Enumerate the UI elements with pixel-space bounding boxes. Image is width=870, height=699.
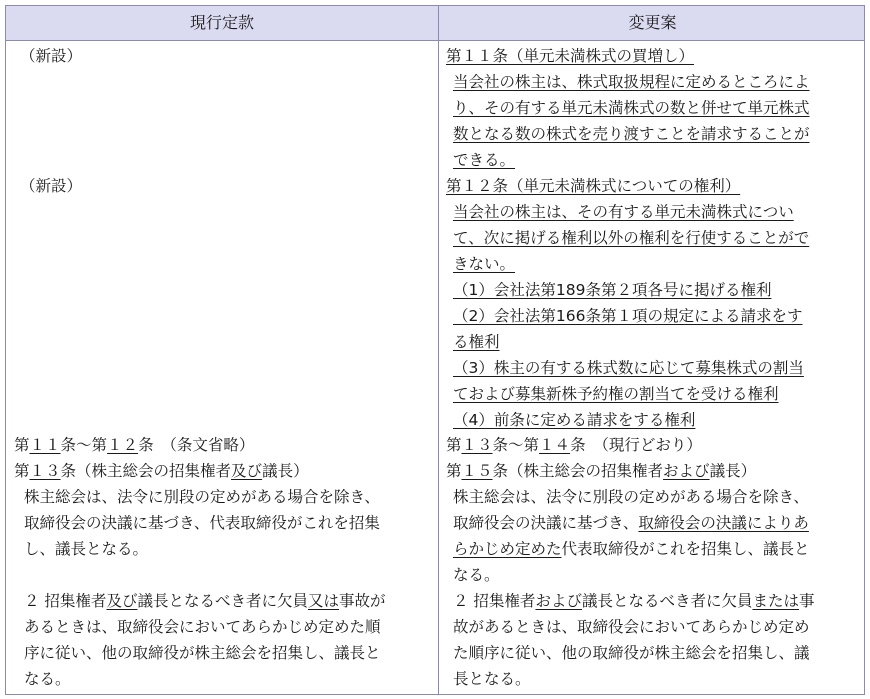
art15-q2: 故があるときは、取締役会においてあらかじめ定め <box>453 618 810 636</box>
art12-new-l3: きない。 <box>453 255 516 273</box>
art11-new-heading: 第１１条（単元未満株式の買増し） <box>446 47 695 65</box>
art12-new-l2: て、次に掲げる権利以外の権利を行使することがで <box>453 229 810 247</box>
art11-new-l2: り、その有する単元未満株式の数と併せて単元株式 <box>453 99 810 117</box>
art11-12-heading: 第１１条～第１２条 （条文省略） <box>14 436 255 454</box>
art13-q3: 序に従い、他の取締役が株主総会を招集し、議長と <box>24 644 381 662</box>
new-note-2: （新設） <box>20 177 83 195</box>
art12-new-l1: 当会社の株主は、その有する単元未満株式につい <box>453 203 794 221</box>
art12-item2: （2）会社法第166条第１項の規定による請求をす <box>453 307 803 325</box>
art13-q4: なる。 <box>24 670 71 688</box>
art13-q2: あるときは、取締役会においてあらかじめ定めた順 <box>24 618 381 636</box>
art13-p2: 取締役会の決議に基づき、代表取締役がこれを招集 <box>24 514 380 532</box>
art13-14-heading: 第１３条～第１４条 （現行どおり） <box>446 436 702 454</box>
art15-q1: ２ 招集権者および議長となるべき者に欠員または事 <box>453 592 815 610</box>
art15-p4: なる。 <box>453 566 500 584</box>
art12-item3: （3）株主の有する株式数に応じて募集株式の割当 <box>453 359 804 377</box>
new-note-1: （新設） <box>20 47 83 65</box>
art12-item3-cont: ておよび募集新株予約権の割当てを受ける権利 <box>453 385 779 403</box>
art15-p2: 取締役会の決議に基づき、取締役会の決議によりあ <box>453 514 809 532</box>
art12-new-heading: 第１２条（単元未満株式についての権利） <box>446 177 741 195</box>
art11-new-l4: できる。 <box>453 151 516 169</box>
art13-q1: ２ 招集権者及び議長となるべき者に欠員又は事故が <box>24 592 386 610</box>
art13-p1: 株主総会は、法令に別段の定めがある場合を除き、 <box>24 488 380 506</box>
art15-q4: 長となる。 <box>453 670 531 688</box>
art12-item4: （4）前条に定める請求をする権利 <box>453 411 696 429</box>
table-header <box>6 6 864 41</box>
art11-new-l1: 当会社の株主は、株式取扱規程に定めるところによ <box>453 73 810 91</box>
art15-heading: 第１５条（株主総会の招集権者および議長） <box>446 462 757 480</box>
articles-comparison-table <box>5 5 865 695</box>
header-proposed: 変更案 <box>628 13 677 32</box>
art12-item2-cont: る権利 <box>453 333 500 351</box>
art13-heading: 第１３条（株主総会の招集権者及び議長） <box>14 462 309 480</box>
art15-p3: らかじめ定めた代表取締役がこれを招集し、議長と <box>453 540 810 558</box>
art11-new-l3: 数となる数の株式を売り渡すことを請求することが <box>453 125 810 143</box>
column-divider <box>438 6 439 694</box>
art15-p1: 株主総会は、法令に別段の定めがある場合を除き、 <box>453 488 809 506</box>
art13-p3: し、議長となる。 <box>24 540 149 558</box>
art12-item1: （1）会社法第189条第２項各号に掲げる権利 <box>453 281 772 299</box>
art15-q3: た順序に従い、他の取締役が株主総会を招集し、議 <box>453 644 810 662</box>
header-current: 現行定款 <box>189 13 254 32</box>
